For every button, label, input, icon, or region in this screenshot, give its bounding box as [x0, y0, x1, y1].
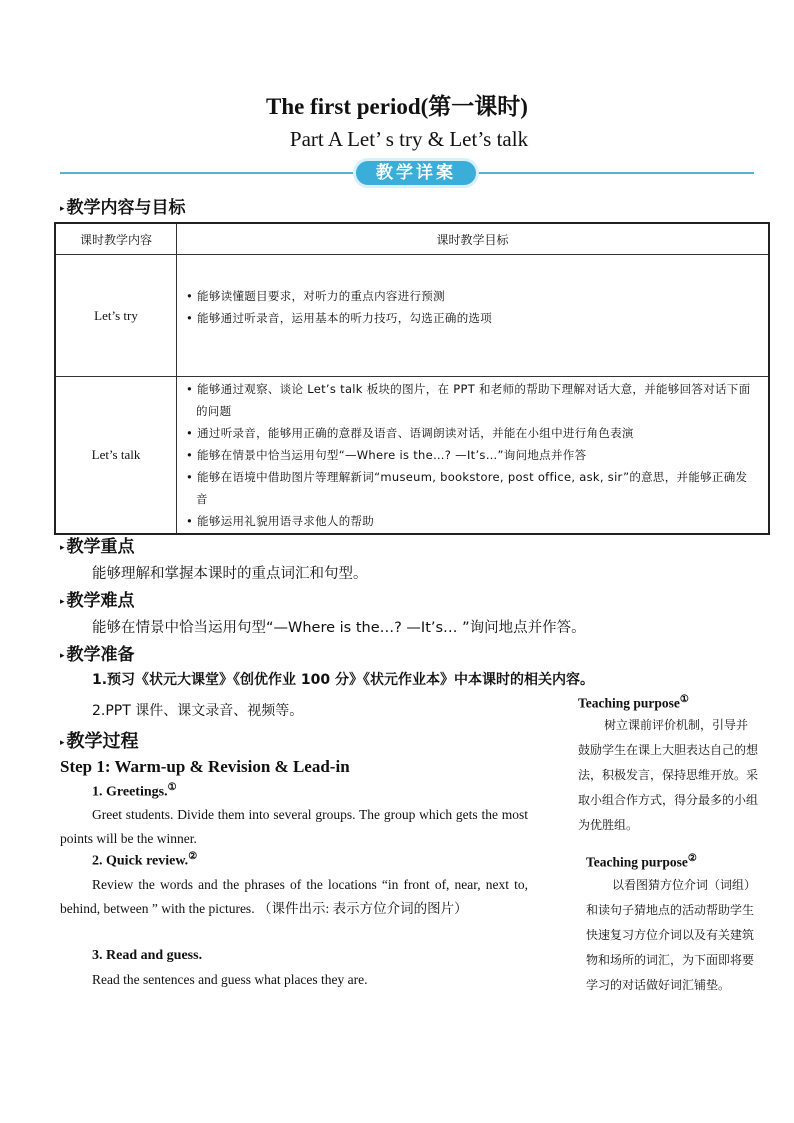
footnote-mark: ② — [687, 853, 697, 864]
banner-rule-right — [476, 172, 754, 174]
section-banner: 教学详案 — [356, 161, 476, 185]
step-item-text: Read the sentences and guess what places they are. — [92, 972, 368, 987]
table-cell-goals — [177, 255, 770, 377]
section-heading-preparation — [60, 640, 135, 665]
teaching-purpose-text: 以看图猜方位介词（词组）和读句子猜地点的活动帮助学生快速复习方位介词以及有关建筑物和场所的词汇，为下面即将要学习的对话做好词汇铺垫。 — [586, 878, 757, 992]
triangle-icon: ▸ — [60, 651, 65, 661]
teaching-purpose-label: Teaching purpose — [578, 695, 680, 711]
table-cell-content: Let’s talk — [55, 377, 177, 535]
banner-rule-left — [60, 172, 356, 174]
goal-item: • 能够通过观察、谈论 Let’s talk 板块的图片，在 PPT 和老师的帮助下理解对话大意，并能够回答对话下面的问题 — [186, 378, 759, 422]
goal-item: • 能够在语境中借助图片等理解新词“museum, bookstore, post office, ask, sir”的意思，并能够正确发音 — [186, 466, 759, 510]
triangle-icon: ▸ — [60, 543, 65, 553]
preparation-item: 2.PPT 课件、课文录音、视频等。 — [92, 703, 304, 719]
table-cell-goals — [177, 377, 770, 535]
teaching-purpose-heading — [578, 694, 689, 712]
section-heading-label: 教学重点 — [66, 537, 135, 557]
table-row — [55, 255, 769, 377]
goal-item: • 能够通过听录音，运用基本的听力技巧，勾选正确的选项 — [186, 307, 759, 329]
step-item-text: Greet students. Divide them into several groups. The group which gets the most points will be the winner. — [60, 807, 528, 846]
footnote-mark: ① — [167, 782, 177, 793]
table-header-content: 课时教学内容 — [55, 223, 177, 255]
section-heading-key-points — [60, 532, 135, 557]
step-item-heading — [92, 851, 197, 870]
table-header-row — [55, 223, 769, 255]
goal-item: • 能够在情景中恰当运用句型“—Where is the…? —It’s…”询问地点并作答 — [186, 444, 759, 466]
goals-table — [54, 222, 770, 535]
teaching-purpose-heading — [586, 853, 697, 871]
section-heading-process — [60, 727, 139, 753]
step-item-label: 2. Quick review. — [92, 853, 189, 869]
section-heading-label: 教学过程 — [66, 731, 139, 752]
table-header-goals: 课时教学目标 — [177, 223, 770, 255]
goal-item: • 通过听录音，能够用正确的意群及语音、语调朗读对话，并能在小组中进行角色表演 — [186, 422, 759, 444]
step-item-label: 1. Greetings. — [92, 784, 168, 800]
step-item-heading — [92, 782, 177, 801]
triangle-icon: ▸ — [60, 738, 65, 748]
step-title: Step 1: Warm-up & Revision & Lead-in — [60, 757, 350, 776]
page-title: The first period(第一课时) — [266, 94, 528, 119]
step-item-label: 3. Read and guess. — [92, 948, 203, 963]
key-points-text: 能够理解和掌握本课时的重点词汇和句型。 — [92, 566, 368, 582]
teaching-purpose-label: Teaching purpose — [586, 854, 688, 870]
footnote-mark: ② — [188, 851, 198, 862]
page-subtitle: Part A Let’ s try & Let’s talk — [289, 127, 529, 151]
difficulties-text: 能够在情景中恰当运用句型“—Where is the…? —It’s… ”询问地点并作答。 — [92, 620, 586, 636]
table-row — [55, 377, 769, 535]
section-heading-label: 教学难点 — [66, 591, 135, 611]
teaching-purpose-text: 树立课前评价机制，引导并鼓励学生在课上大胆表达自己的想法，积极发言，保持思维开放。采取小组合作方式，得分最多的小组为优胜组。 — [578, 718, 759, 832]
section-heading-difficulties — [60, 586, 135, 611]
step-item-heading — [92, 948, 202, 964]
section-heading-label: 教学内容与目标 — [66, 198, 186, 218]
step-item-text: Review the words and the phrases of the locations “in front of, near, next to, behind, between ” with the pictures. （课件出示: 表示方位介词的图片） — [60, 877, 528, 916]
triangle-icon: ▸ — [60, 204, 65, 214]
section-heading-label: 教学准备 — [66, 645, 135, 665]
triangle-icon: ▸ — [60, 597, 65, 607]
goal-item: • 能够运用礼貌用语寻求他人的帮助 — [186, 510, 759, 532]
preparation-item: 1.预习《状元大课堂》《创优作业 100 分》《状元作业本》中本课时的相关内容。 — [92, 672, 595, 688]
section-heading-content-goals — [60, 193, 186, 218]
goal-item: • 能够读懂题目要求，对听力的重点内容进行预测 — [186, 285, 759, 307]
table-cell-content: Let’s try — [55, 255, 177, 377]
footnote-mark: ① — [679, 694, 689, 705]
